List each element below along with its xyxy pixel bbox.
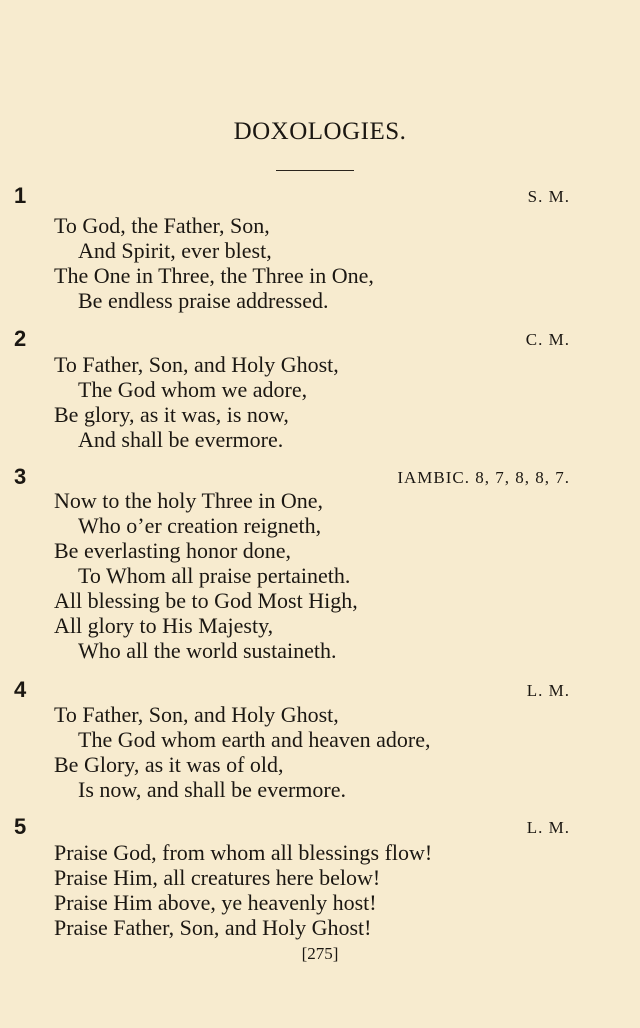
hymn-meter: S. M. (527, 187, 570, 206)
hymn-number: 5 (14, 814, 27, 839)
page-number: [275] (301, 944, 339, 963)
hymn-line: Be endless praise addressed. (78, 288, 329, 313)
hymn-line: Praise Him above, ye heavenly host! (54, 890, 377, 915)
hymn-line: Be everlasting honor done, (54, 538, 292, 563)
hymn-line: To Father, Son, and Holy Ghost, (54, 702, 339, 727)
hymn-meter: L. M. (526, 681, 570, 700)
hymn-line: Praise Him, all creatures here below! (54, 865, 381, 890)
hymn-line: Be Glory, as it was of old, (54, 752, 284, 777)
hymn-line: And shall be evermore. (78, 427, 284, 452)
hymn-number: 1 (14, 183, 27, 208)
hymn-meter: C. M. (525, 330, 570, 349)
hymn-line: The God whom we adore, (78, 377, 308, 402)
hymn-line: Is now, and shall be evermore. (78, 777, 346, 802)
hymn-lines (54, 352, 339, 452)
hymn-line: The God whom earth and heaven adore, (78, 727, 431, 752)
hymn-line: And Spirit, ever blest, (78, 238, 272, 263)
hymn-lines (54, 702, 430, 802)
hymn-number: 3 (14, 464, 27, 489)
hymn-line: Praise God, from whom all blessings flow! (54, 840, 433, 865)
hymn-meter: IAMBIC. 8, 7, 8, 8, 7. (397, 468, 570, 487)
hymn-line: The One in Three, the Three in One, (54, 263, 374, 288)
hymn-lines (54, 840, 432, 940)
hymn-line: All blessing be to God Most High, (54, 588, 358, 613)
hymn-line: Who o’er creation reigneth, (78, 513, 322, 538)
hymn-lines (54, 488, 358, 663)
hymn-number: 2 (14, 326, 27, 351)
hymn-line: All glory to His Majesty, (54, 613, 274, 638)
hymn-number: 4 (14, 677, 27, 702)
page-title: DOXOLOGIES. (233, 118, 407, 145)
hymn-line: Be glory, as it was, is now, (54, 402, 289, 427)
hymn-line: To Father, Son, and Holy Ghost, (54, 352, 339, 377)
hymn-line: Now to the holy Three in One, (54, 488, 324, 513)
hymn-lines (54, 213, 374, 313)
hymn-line: Praise Father, Son, and Holy Ghost! (54, 915, 372, 940)
hymn-line: To Whom all praise pertaineth. (78, 563, 351, 588)
title-rule (276, 170, 354, 171)
hymn-line: Who all the world sustaineth. (78, 638, 337, 663)
hymn-line: To God, the Father, Son, (54, 213, 270, 238)
hymn-meter: L. M. (526, 818, 570, 837)
